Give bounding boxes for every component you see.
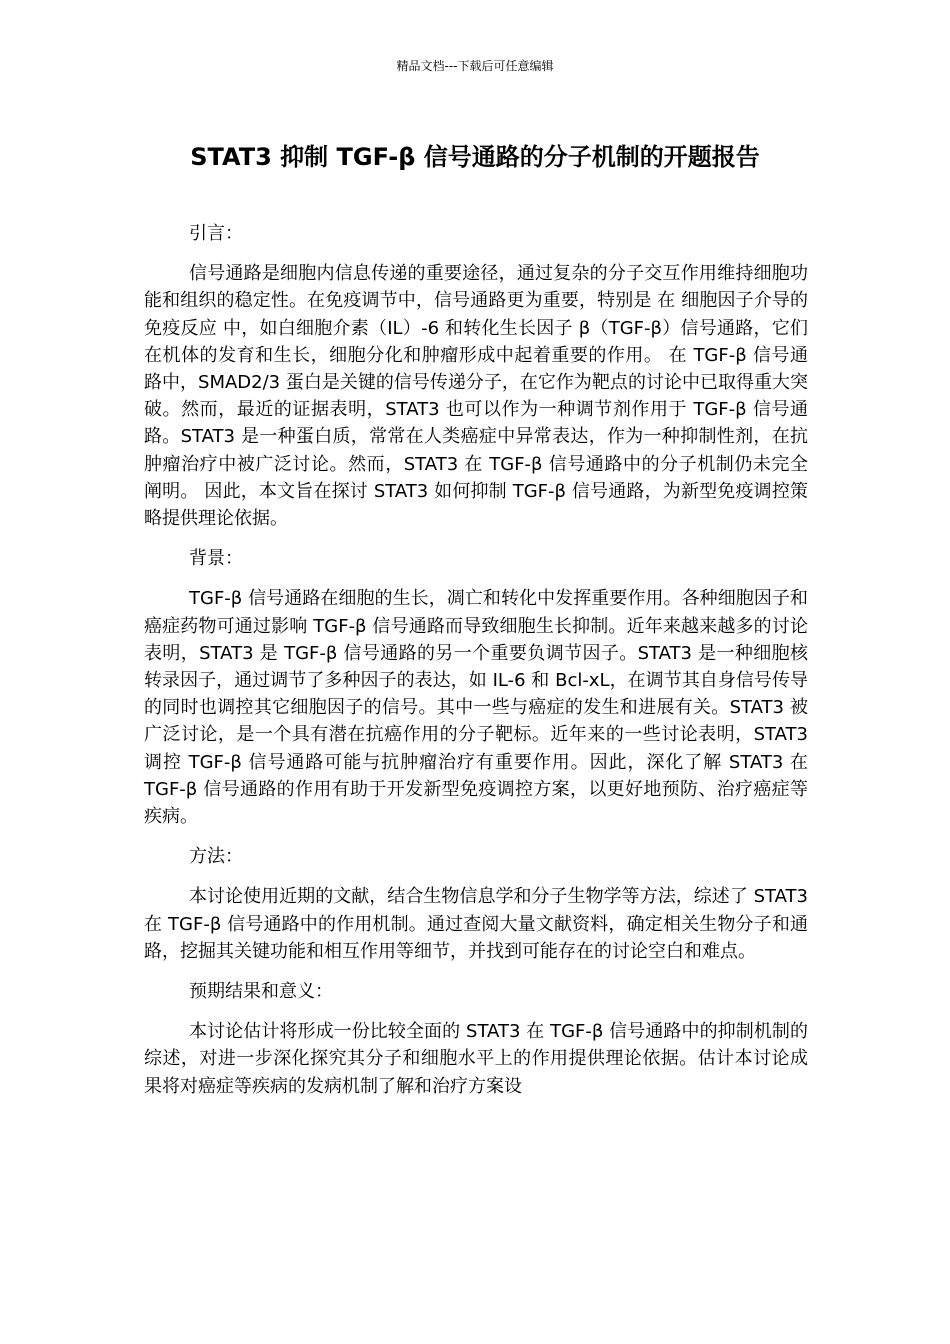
section-heading-results: 预期结果和意义： (189, 981, 333, 1003)
document-title: STAT3 抑制 TGF-β 信号通路的分子机制的开题报告 (190, 143, 760, 171)
paragraph-results: 本讨论估计将形成一份比较全面的 STAT3 在 TGF-β 信号通路中的抑制机制的综述，对进一步深化探究其分子和细胞水平上的作用提供理论依据。估计本讨论成果将对癌症等疾病的发病机制了解和治疗方案设 (144, 1021, 808, 1097)
section-heading-intro: 引言： (189, 223, 243, 244)
section-heading-background: 背景： (189, 548, 243, 570)
paragraph-background: TGF-β 信号通路在细胞的生长，凋亡和转化中发挥重要作用。各种细胞因子和癌症药物可通过影响 TGF-β 信号通路而导致细胞生长抑制。近年来越来越多的讨论表明，STAT3 是 TGF-β 信号通路的另一个重要负调节因子。STAT3 是一种细胞核转录因子，通过调节了多种因子的表达，如 IL-6 和 Bcl-xL，在调节其自身信号传导的同时也调控其它细胞因子的信号。其中一些与癌症的发生和进展有关。STAT3 被广泛讨论，是一个具有潜在抗癌作用的分子靶标。近年来的一些讨论表明，STAT3 调控 TGF-β 信号通路可能与抗肿瘤治疗有重要作用。因此，深化了解 STAT3 在 TGF-β 信号通路的作用有助于开发新型免疫调控方案，以更好地预防、治疗癌症等疾病。 (144, 588, 808, 828)
header-note: 精品文档---下载后可任意编辑 (396, 59, 554, 73)
paragraph-intro: 信号通路是细胞内信息传递的重要途径，通过复杂的分子交互作用维持细胞功能和组织的稳定性。在免疫调节中，信号通路更为重要，特别是 在 细胞因子介导的免疫反应 中，如白细胞介素（IL）-6 和转化生长因子 β（TGF-β）信号通路，它们在机体的发育和生长，细胞分化和肿瘤形成中起着重要的作用。 在 TGF-β 信号通路中，SMAD2/3 蛋白是关键的信号传递分子，在它作为靶点的讨论中已取得重大突破。然而，最近的证据表明，STAT3 也可以作为一种调节剂作用于 TGF-β 信号通路。STAT3 是一种蛋白质，常常在人类癌症中异常表达，作为一种抑制性剂，在抗肿瘤治疗中被广泛讨论。然而，STAT3 在 TGF-β 信号通路中的分子机制仍未完全阐明。 因此，本文旨在探讨 STAT3 如何抑制 TGF-β 信号通路，为新型免疫调控策略提供理论依据。 (144, 263, 808, 530)
section-heading-methods: 方法： (189, 846, 243, 868)
document-body (144, 220, 808, 1100)
paragraph-methods: 本讨论使用近期的文献，结合生物信息学和分子生物学等方法，综述了 STAT3 在 TGF-β 信号通路中的作用机制。通过查阅大量文献资料，确定相关生物分子和通路，挖掘其关键功能和相互作用等细节，并找到可能存在的讨论空白和难点。 (144, 886, 808, 962)
